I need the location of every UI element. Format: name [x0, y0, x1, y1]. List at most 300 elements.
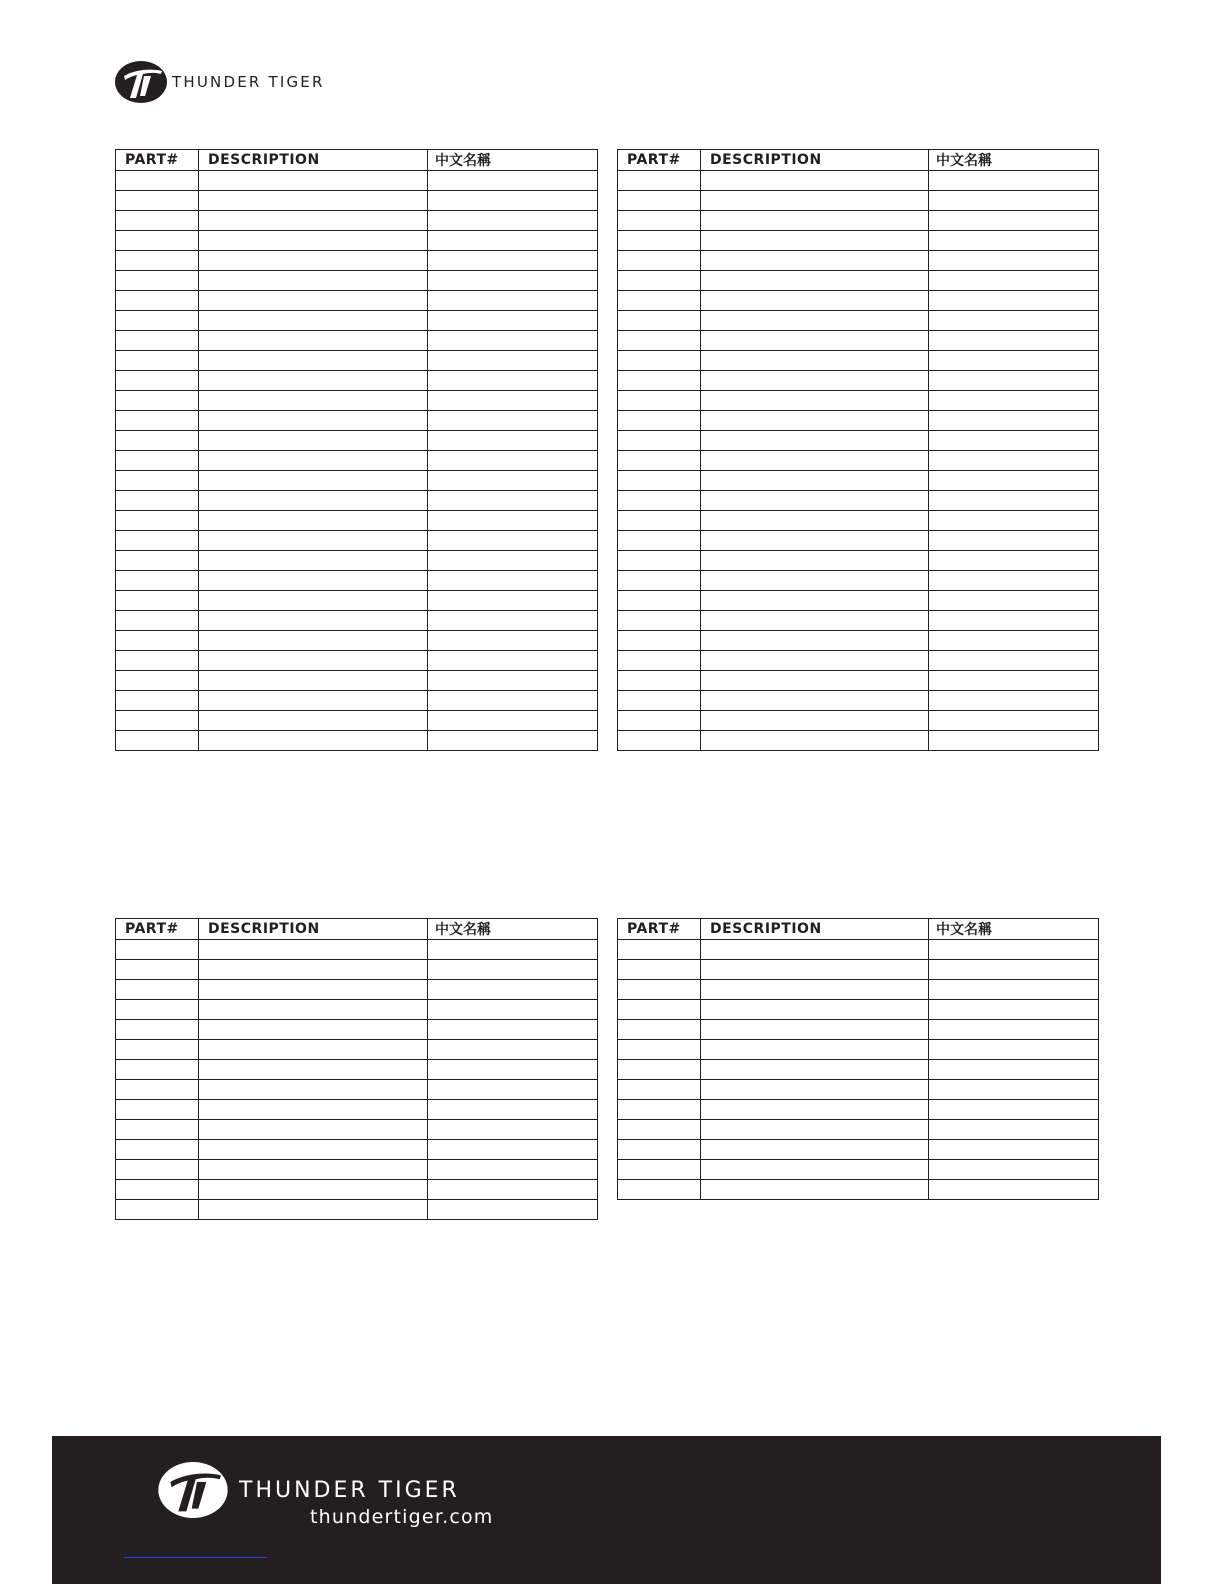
table-row: [618, 551, 1099, 571]
table-row: [618, 451, 1099, 471]
header-part-number: PART#: [116, 150, 199, 171]
table-row: [618, 1160, 1099, 1180]
description-cell: [199, 731, 428, 751]
table-row: [618, 1040, 1099, 1060]
part-number-cell: [618, 731, 701, 751]
description-cell: [701, 1160, 929, 1180]
description-cell: [199, 1080, 428, 1100]
table-row: [116, 371, 598, 391]
description-cell: [199, 391, 428, 411]
table-row: [116, 671, 598, 691]
part-number-cell: [618, 271, 701, 291]
chinese-name-cell: [929, 491, 1099, 511]
description-cell: [199, 531, 428, 551]
description-cell: [701, 671, 929, 691]
footer: [52, 1436, 1161, 1584]
part-number-cell: [116, 1000, 199, 1020]
description-cell: [701, 1040, 929, 1060]
description-cell: [199, 960, 428, 980]
description-cell: [199, 591, 428, 611]
chinese-name-cell: [428, 451, 598, 471]
parts-table-top-right: [617, 149, 1099, 751]
chinese-name-cell: [428, 311, 598, 331]
chinese-name-cell: [929, 551, 1099, 571]
table-row: [116, 311, 598, 331]
chinese-name-cell: [929, 451, 1099, 471]
chinese-name-cell: [929, 1080, 1099, 1100]
table-row: [116, 1160, 598, 1180]
chinese-name-cell: [428, 1100, 598, 1120]
part-number-cell: [116, 591, 199, 611]
chinese-name-cell: [428, 411, 598, 431]
chinese-name-cell: [428, 940, 598, 960]
table-row: [618, 431, 1099, 451]
part-number-cell: [116, 691, 199, 711]
part-number-cell: [618, 191, 701, 211]
chinese-name-cell: [929, 651, 1099, 671]
chinese-name-cell: [428, 471, 598, 491]
chinese-name-cell: [428, 1020, 598, 1040]
chinese-name-cell: [428, 191, 598, 211]
description-cell: [199, 1020, 428, 1040]
part-number-cell: [618, 691, 701, 711]
part-number-cell: [116, 611, 199, 631]
part-number-cell: [116, 711, 199, 731]
description-cell: [701, 631, 929, 651]
part-number-cell: [618, 1120, 701, 1140]
part-number-cell: [116, 571, 199, 591]
table-row: [116, 471, 598, 491]
table-row: [618, 211, 1099, 231]
description-cell: [199, 171, 428, 191]
description-cell: [199, 940, 428, 960]
part-number-cell: [618, 711, 701, 731]
description-cell: [199, 491, 428, 511]
part-number-cell: [618, 631, 701, 651]
table-row: [618, 1180, 1099, 1200]
table-row: [618, 231, 1099, 251]
chinese-name-cell: [428, 371, 598, 391]
description-cell: [701, 351, 929, 371]
description-cell: [701, 1140, 929, 1160]
description-cell: [701, 471, 929, 491]
description-cell: [701, 391, 929, 411]
part-number-cell: [618, 311, 701, 331]
table-row: [618, 631, 1099, 651]
part-number-cell: [116, 211, 199, 231]
table-row: [116, 691, 598, 711]
part-number-cell: [618, 531, 701, 551]
part-number-cell: [116, 1100, 199, 1120]
part-number-cell: [618, 960, 701, 980]
part-number-cell: [116, 551, 199, 571]
table-row: [116, 171, 598, 191]
header-description: DESCRIPTION: [199, 150, 428, 171]
description-cell: [701, 1180, 929, 1200]
description-cell: [199, 631, 428, 651]
part-number-cell: [116, 291, 199, 311]
chinese-name-cell: [929, 251, 1099, 271]
description-cell: [199, 431, 428, 451]
description-cell: [199, 671, 428, 691]
header-chinese-name: 中文名稱: [428, 919, 598, 940]
description-cell: [701, 731, 929, 751]
chinese-name-cell: [929, 271, 1099, 291]
table-row: [116, 940, 598, 960]
table-row: [618, 491, 1099, 511]
part-number-cell: [116, 1080, 199, 1100]
description-cell: [199, 251, 428, 271]
footer-website-link[interactable]: thundertiger.com: [310, 1506, 494, 1528]
chinese-name-cell: [428, 1140, 598, 1160]
description-cell: [701, 1120, 929, 1140]
chinese-name-cell: [929, 940, 1099, 960]
table-row: [618, 191, 1099, 211]
description-cell: [199, 1040, 428, 1060]
chinese-name-cell: [929, 980, 1099, 1000]
chinese-name-cell: [428, 211, 598, 231]
chinese-name-cell: [428, 171, 598, 191]
header-part-number: PART#: [618, 150, 701, 171]
part-number-cell: [618, 671, 701, 691]
part-number-cell: [618, 1040, 701, 1060]
description-cell: [701, 591, 929, 611]
part-number-cell: [116, 980, 199, 1000]
chinese-name-cell: [929, 1140, 1099, 1160]
table-row: [116, 491, 598, 511]
description-cell: [199, 271, 428, 291]
table-row: [618, 960, 1099, 980]
header-description: DESCRIPTION: [701, 150, 929, 171]
table-row: [116, 511, 598, 531]
part-number-cell: [618, 611, 701, 631]
header-logo: [114, 60, 325, 104]
chinese-name-cell: [428, 691, 598, 711]
description-cell: [199, 1180, 428, 1200]
table-row: [116, 1140, 598, 1160]
table-row: [618, 251, 1099, 271]
part-number-cell: [618, 451, 701, 471]
part-number-cell: [116, 671, 199, 691]
table-row: [116, 251, 598, 271]
table-row: [618, 411, 1099, 431]
table-row: [618, 1020, 1099, 1040]
description-cell: [199, 1060, 428, 1080]
chinese-name-cell: [428, 331, 598, 351]
description-cell: [701, 571, 929, 591]
chinese-name-cell: [929, 391, 1099, 411]
chinese-name-cell: [929, 431, 1099, 451]
part-number-cell: [116, 960, 199, 980]
table-row: [618, 1140, 1099, 1160]
description-cell: [701, 1080, 929, 1100]
table-row: [618, 611, 1099, 631]
part-number-cell: [116, 231, 199, 251]
chinese-name-cell: [428, 231, 598, 251]
chinese-name-cell: [929, 960, 1099, 980]
description-cell: [199, 191, 428, 211]
part-number-cell: [116, 1140, 199, 1160]
chinese-name-cell: [428, 291, 598, 311]
chinese-name-cell: [929, 511, 1099, 531]
table-row: [618, 1100, 1099, 1120]
description-cell: [199, 211, 428, 231]
description-cell: [701, 691, 929, 711]
part-number-cell: [116, 371, 199, 391]
table-row: [618, 671, 1099, 691]
footer-link-underline: [124, 1557, 267, 1558]
description-cell: [199, 571, 428, 591]
chinese-name-cell: [929, 671, 1099, 691]
table-row: [618, 591, 1099, 611]
table-row: [618, 531, 1099, 551]
table-header-row: [116, 919, 598, 940]
description-cell: [701, 1000, 929, 1020]
table-row: [116, 571, 598, 591]
part-number-cell: [116, 451, 199, 471]
chinese-name-cell: [428, 1120, 598, 1140]
part-number-cell: [618, 371, 701, 391]
part-number-cell: [618, 940, 701, 960]
description-cell: [701, 491, 929, 511]
part-number-cell: [618, 291, 701, 311]
part-number-cell: [618, 331, 701, 351]
table-row: [618, 731, 1099, 751]
chinese-name-cell: [428, 960, 598, 980]
table-row: [116, 231, 598, 251]
description-cell: [199, 351, 428, 371]
description-cell: [701, 231, 929, 251]
table-row: [116, 1040, 598, 1060]
table-row: [116, 1000, 598, 1020]
description-cell: [199, 231, 428, 251]
description-cell: [701, 371, 929, 391]
table-row: [618, 371, 1099, 391]
table-row: [116, 1100, 598, 1120]
part-number-cell: [116, 191, 199, 211]
description-cell: [701, 511, 929, 531]
chinese-name-cell: [929, 1020, 1099, 1040]
table-row: [116, 411, 598, 431]
header-chinese-name: 中文名稱: [929, 919, 1099, 940]
description-cell: [701, 551, 929, 571]
table-row: [618, 691, 1099, 711]
chinese-name-cell: [929, 531, 1099, 551]
part-number-cell: [116, 940, 199, 960]
table-row: [116, 531, 598, 551]
table-row: [116, 1020, 598, 1040]
table-row: [618, 1120, 1099, 1140]
description-cell: [199, 1160, 428, 1180]
table-row: [618, 1080, 1099, 1100]
table-row: [116, 1080, 598, 1100]
table-row: [116, 431, 598, 451]
table-row: [618, 311, 1099, 331]
chinese-name-cell: [929, 731, 1099, 751]
part-number-cell: [618, 351, 701, 371]
part-number-cell: [618, 1000, 701, 1020]
part-number-cell: [618, 571, 701, 591]
chinese-name-cell: [929, 371, 1099, 391]
part-number-cell: [116, 1120, 199, 1140]
chinese-name-cell: [929, 691, 1099, 711]
description-cell: [701, 960, 929, 980]
part-number-cell: [618, 171, 701, 191]
table-row: [618, 291, 1099, 311]
part-number-cell: [116, 511, 199, 531]
description-cell: [701, 1100, 929, 1120]
description-cell: [199, 711, 428, 731]
part-number-cell: [618, 1100, 701, 1120]
part-number-cell: [618, 411, 701, 431]
part-number-cell: [618, 471, 701, 491]
chinese-name-cell: [929, 311, 1099, 331]
description-cell: [701, 940, 929, 960]
part-number-cell: [116, 1040, 199, 1060]
description-cell: [199, 1200, 428, 1220]
description-cell: [199, 451, 428, 471]
part-number-cell: [116, 431, 199, 451]
part-number-cell: [116, 411, 199, 431]
chinese-name-cell: [428, 351, 598, 371]
part-number-cell: [618, 651, 701, 671]
chinese-name-cell: [929, 711, 1099, 731]
table-row: [618, 940, 1099, 960]
description-cell: [701, 431, 929, 451]
description-cell: [199, 1120, 428, 1140]
part-number-cell: [618, 1160, 701, 1180]
table-header-row: [618, 150, 1099, 171]
chinese-name-cell: [428, 1000, 598, 1020]
table-row: [618, 1000, 1099, 1020]
part-number-cell: [116, 311, 199, 331]
part-number-cell: [618, 511, 701, 531]
table-row: [116, 960, 598, 980]
chinese-name-cell: [929, 571, 1099, 591]
table-row: [618, 511, 1099, 531]
part-number-cell: [618, 551, 701, 571]
table-row: [618, 651, 1099, 671]
table-row: [618, 271, 1099, 291]
part-number-cell: [618, 591, 701, 611]
parts-table-top-left: [115, 149, 598, 751]
chinese-name-cell: [428, 491, 598, 511]
parts-table-bottom-right: [617, 918, 1099, 1200]
description-cell: [701, 411, 929, 431]
description-cell: [199, 511, 428, 531]
chinese-name-cell: [428, 631, 598, 651]
chinese-name-cell: [428, 1160, 598, 1180]
chinese-name-cell: [929, 351, 1099, 371]
table-row: [116, 1120, 598, 1140]
chinese-name-cell: [929, 1000, 1099, 1020]
part-number-cell: [116, 471, 199, 491]
description-cell: [701, 311, 929, 331]
description-cell: [701, 651, 929, 671]
description-cell: [199, 1000, 428, 1020]
chinese-name-cell: [929, 231, 1099, 251]
chinese-name-cell: [929, 1040, 1099, 1060]
table-row: [618, 391, 1099, 411]
chinese-name-cell: [929, 1100, 1099, 1120]
part-number-cell: [116, 171, 199, 191]
chinese-name-cell: [929, 191, 1099, 211]
brand-name: THUNDER TIGER: [172, 73, 325, 91]
description-cell: [199, 980, 428, 1000]
part-number-cell: [116, 651, 199, 671]
chinese-name-cell: [428, 671, 598, 691]
parts-table-bottom-left: [115, 918, 598, 1220]
table-header-row: [618, 919, 1099, 940]
header-part-number: PART#: [618, 919, 701, 940]
table-row: [116, 291, 598, 311]
table-row: [116, 651, 598, 671]
part-number-cell: [116, 491, 199, 511]
part-number-cell: [116, 1180, 199, 1200]
table-row: [116, 1180, 598, 1200]
table-header-row: [116, 150, 598, 171]
description-cell: [199, 551, 428, 571]
chinese-name-cell: [428, 391, 598, 411]
chinese-name-cell: [428, 1200, 598, 1220]
table-row: [116, 391, 598, 411]
description-cell: [701, 980, 929, 1000]
chinese-name-cell: [428, 1060, 598, 1080]
table-row: [116, 711, 598, 731]
chinese-name-cell: [929, 1060, 1099, 1080]
description-cell: [701, 331, 929, 351]
part-number-cell: [618, 251, 701, 271]
chinese-name-cell: [929, 411, 1099, 431]
part-number-cell: [116, 351, 199, 371]
chinese-name-cell: [929, 611, 1099, 631]
footer-brand-name: THUNDER TIGER: [239, 1477, 460, 1503]
table-row: [618, 1060, 1099, 1080]
chinese-name-cell: [929, 291, 1099, 311]
thunder-tiger-logo-icon: [114, 60, 168, 104]
description-cell: [701, 271, 929, 291]
description-cell: [701, 191, 929, 211]
chinese-name-cell: [929, 591, 1099, 611]
table-row: [618, 171, 1099, 191]
table-row: [116, 1060, 598, 1080]
part-number-cell: [618, 980, 701, 1000]
header-description: DESCRIPTION: [199, 919, 428, 940]
part-number-cell: [618, 1180, 701, 1200]
table-row: [116, 1200, 598, 1220]
description-cell: [701, 171, 929, 191]
description-cell: [199, 1100, 428, 1120]
header-description: DESCRIPTION: [701, 919, 929, 940]
chinese-name-cell: [929, 631, 1099, 651]
description-cell: [701, 251, 929, 271]
header-chinese-name: 中文名稱: [428, 150, 598, 171]
part-number-cell: [618, 231, 701, 251]
description-cell: [199, 371, 428, 391]
description-cell: [199, 411, 428, 431]
chinese-name-cell: [428, 271, 598, 291]
table-row: [618, 331, 1099, 351]
table-row: [618, 351, 1099, 371]
description-cell: [199, 1140, 428, 1160]
table-row: [618, 980, 1099, 1000]
chinese-name-cell: [428, 251, 598, 271]
chinese-name-cell: [929, 171, 1099, 191]
description-cell: [199, 611, 428, 631]
chinese-name-cell: [428, 1080, 598, 1100]
chinese-name-cell: [428, 980, 598, 1000]
part-number-cell: [116, 631, 199, 651]
